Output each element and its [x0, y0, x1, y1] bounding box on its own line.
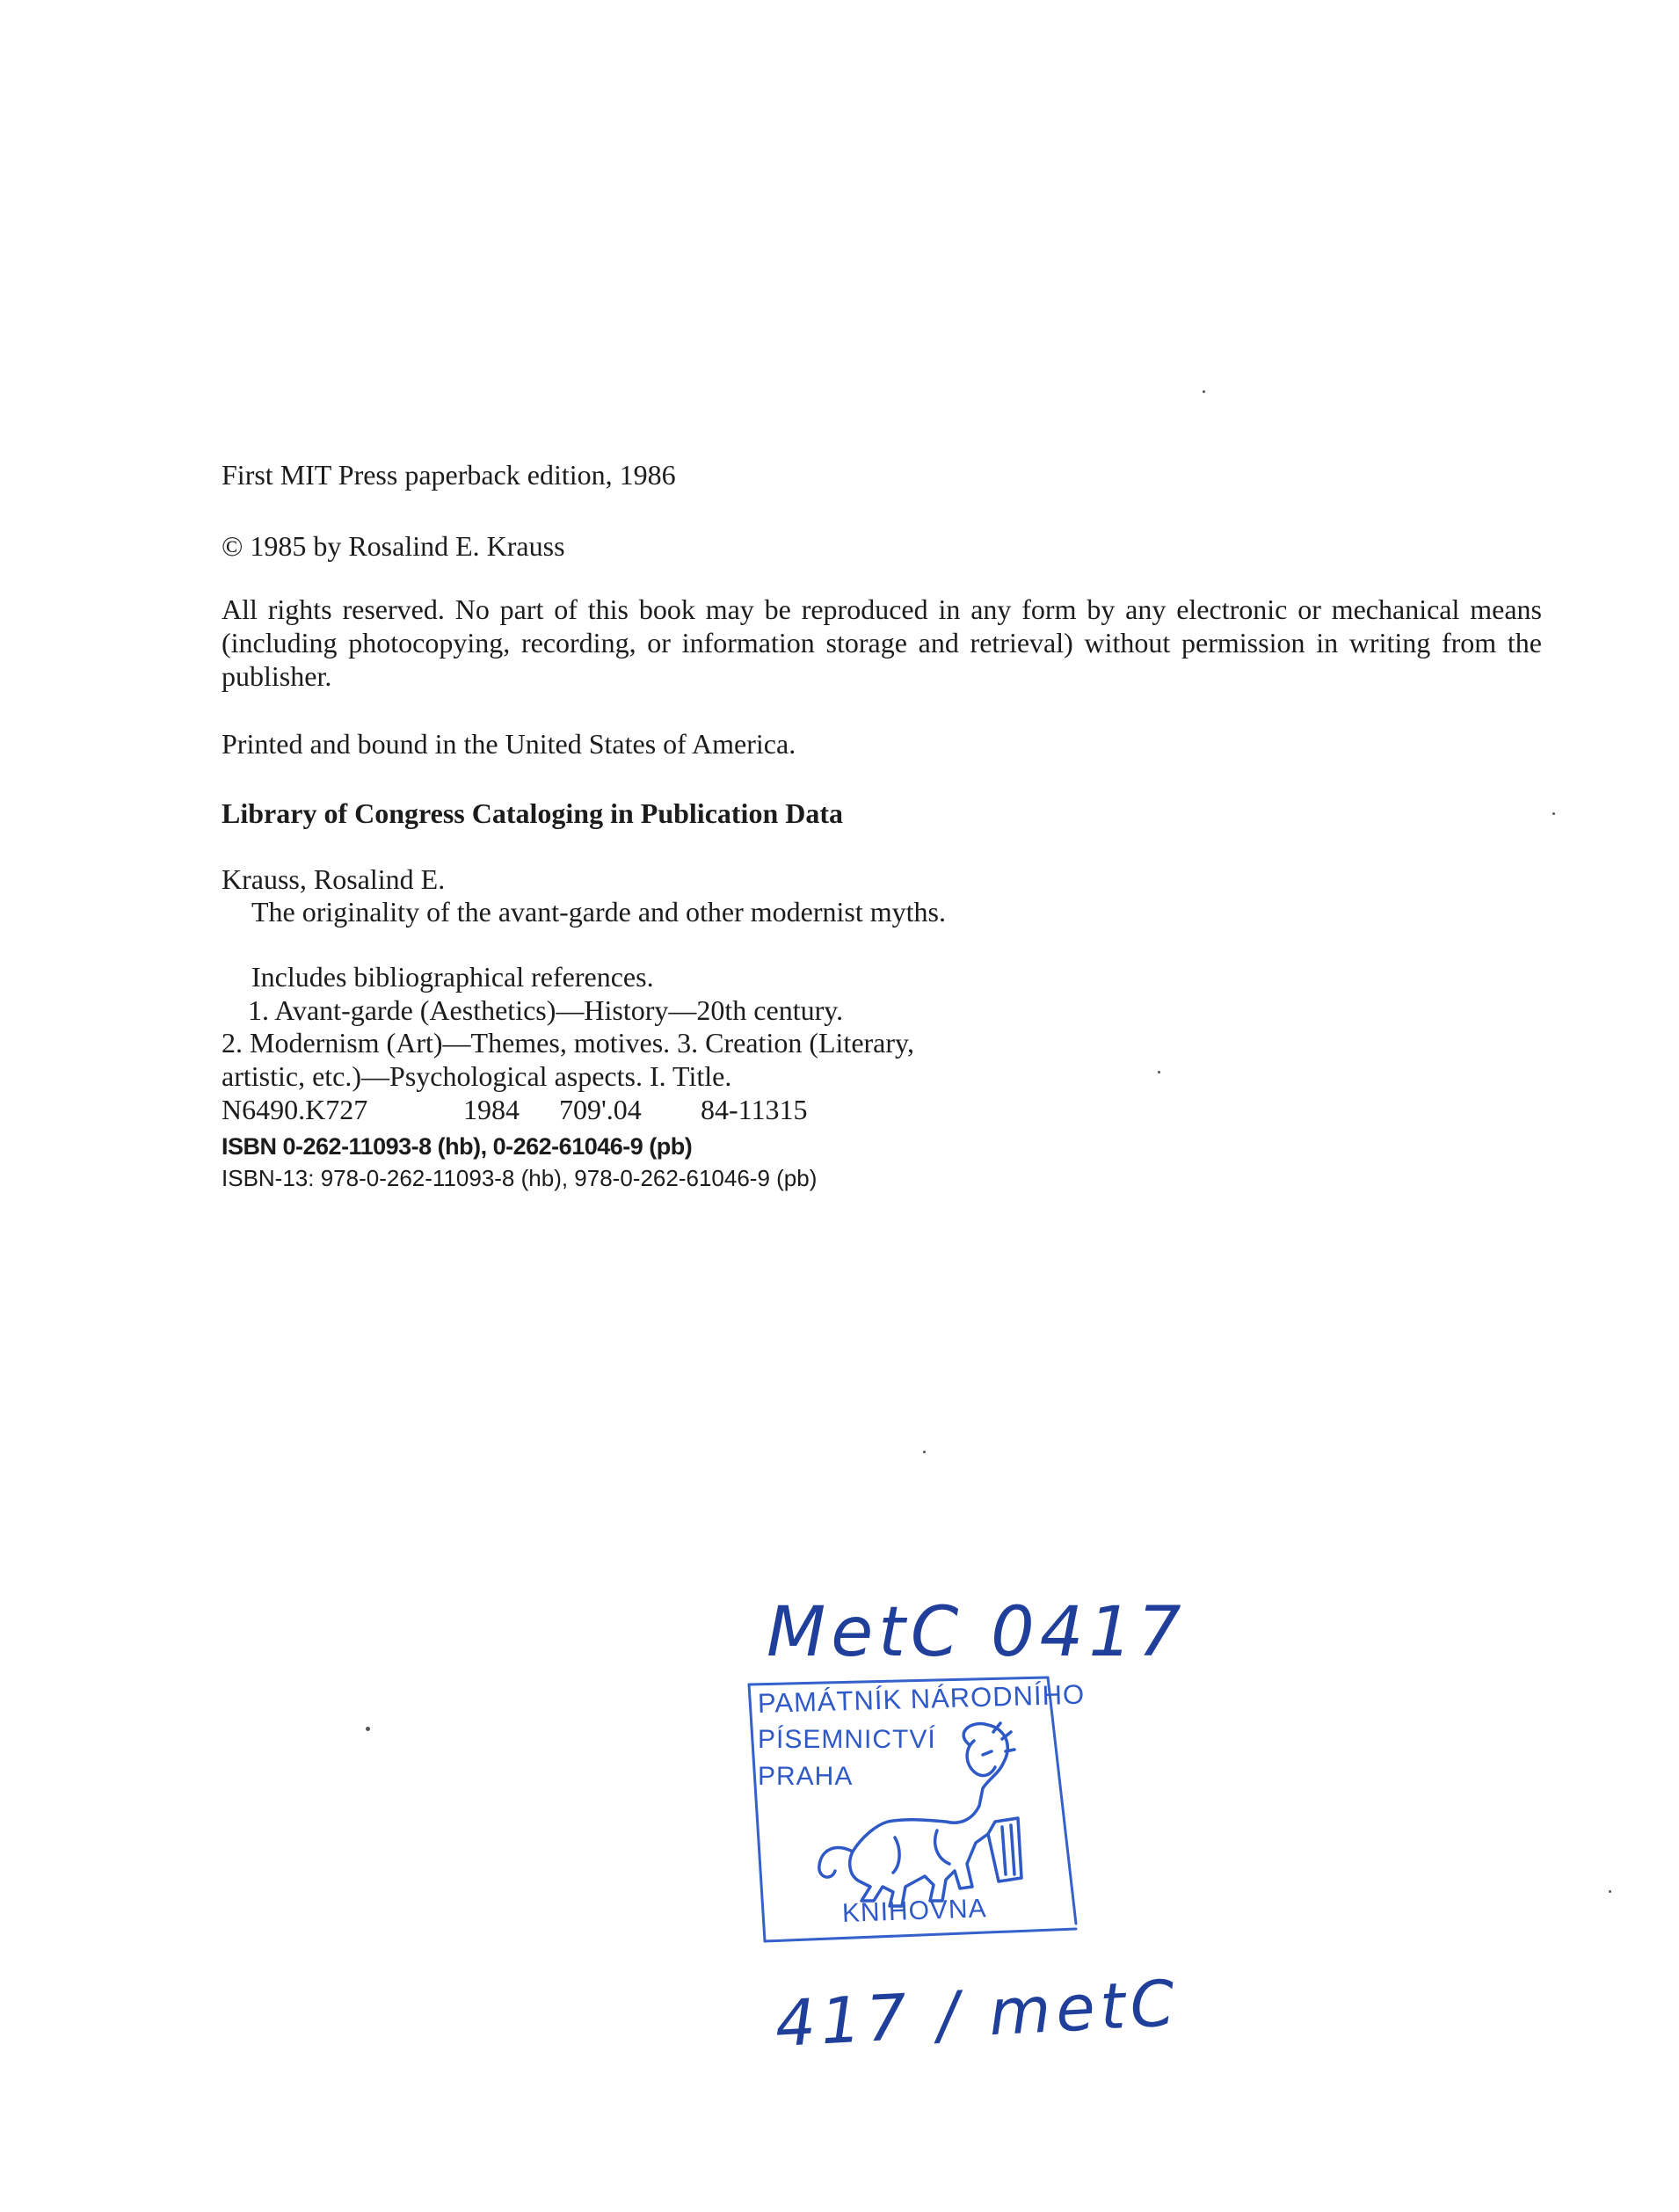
dewey-number: 709'.04	[559, 1094, 642, 1125]
printed-line: Printed and bound in the United States of America.	[222, 728, 796, 760]
isbn13-line: ISBN-13: 978-0-262-11093-8 (hb), 978-0-262-61046-9 (pb)	[222, 1165, 818, 1191]
cip-title: The originality of the avant-garde and other modernist myths.	[251, 896, 946, 928]
stamp-line-3: PRAHA	[758, 1762, 854, 1791]
isbn-line: ISBN 0-262-11093-8 (hb), 0-262-61046-9 (pb)	[222, 1133, 693, 1160]
edition-line: First MIT Press paperback edition, 1986	[222, 459, 676, 491]
cip-author: Krauss, Rosalind E.	[222, 863, 446, 895]
scan-speck	[366, 1727, 370, 1731]
library-stamp	[738, 1670, 1090, 1952]
stamp-line-2: PÍSEMNICTVÍ	[758, 1725, 936, 1754]
lccn-number: 84-11315	[701, 1094, 808, 1125]
pub-year: 1984	[463, 1094, 520, 1125]
lc-number: N6490.K727	[222, 1094, 368, 1125]
rights-paragraph: All rights reserved. No part of this book may be reproduced in any form by any electronic or mechanical means (including photocopying, recording, or information storage and retrieval) without permission in writing from the publisher.	[222, 593, 1542, 692]
stamp-line-4: KNIHOVNA	[841, 1894, 988, 1928]
cip-classification	[222, 1093, 925, 1126]
stamp-line-1: PAMÁTNÍK NÁRODNÍHO	[757, 1678, 1086, 1719]
handwritten-shelf-mark: 417 / metC	[773, 1965, 1181, 2061]
cip-subject-3: artistic, etc.)—Psychological aspects. I. Title.	[222, 1060, 732, 1092]
cip-heading: Library of Congress Cataloging in Publication Data	[222, 797, 843, 829]
scan-speck	[923, 1451, 926, 1453]
handwritten-call-number: MetC 0417	[767, 1593, 1187, 1672]
cip-includes: Includes bibliographical references.	[251, 961, 654, 993]
cip-subject-1: 1. Avant-garde (Aesthetics)—History—20th century.	[248, 994, 844, 1026]
scan-speck	[1158, 1071, 1160, 1073]
copyright-line: © 1985 by Rosalind E. Krauss	[222, 530, 565, 562]
scan-speck	[1609, 1890, 1611, 1893]
cip-subject-2: 2. Modernism (Art)—Themes, motives. 3. Creation (Literary,	[222, 1027, 914, 1059]
scan-speck	[1203, 390, 1205, 393]
scan-speck	[1552, 812, 1555, 815]
